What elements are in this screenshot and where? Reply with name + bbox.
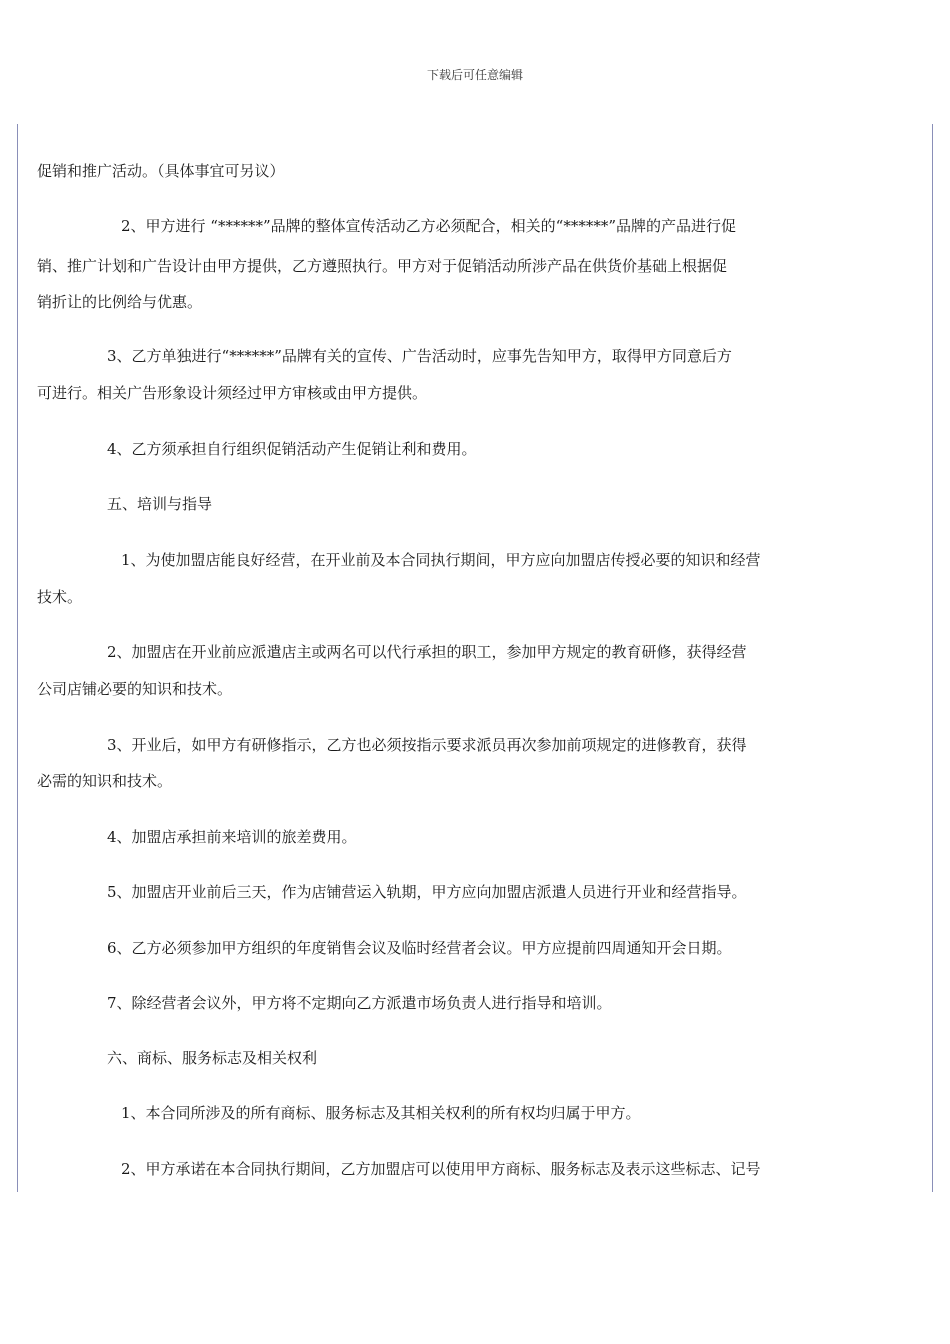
text-line: 促销和推广活动。（具体事宜可另议）: [37, 162, 285, 180]
section-heading: 六、商标、服务标志及相关权利: [107, 1049, 318, 1067]
section-heading: 五、培训与指导: [107, 495, 213, 513]
page-header: 下载后可任意编辑: [426, 68, 523, 82]
text-line: 可进行。相关广告形象设计须经过甲方审核或由甲方提供。: [37, 384, 428, 402]
text-line: 必需的知识和技术。: [37, 772, 173, 790]
text-line: 4、加盟店承担前来培训的旅差费用。: [107, 828, 357, 846]
text-line: 7、除经营者会议外，甲方将不定期向乙方派遣市场负责人进行指导和培训。: [107, 994, 612, 1012]
text-line: 2、加盟店在开业前应派遣店主或两名可以代行承担的职工，参加甲方规定的教育研修，获得经营: [107, 643, 747, 661]
right-margin-rule: [932, 124, 933, 1192]
text-line: 2、甲方承诺在本合同执行期间，乙方加盟店可以使用甲方商标、服务标志及表示这些标志、记号: [121, 1160, 761, 1178]
text-line: 销折让的比例给与优惠。: [37, 293, 203, 311]
text-line: 2、甲方进行 “******”品牌的整体宣传活动乙方必须配合，相关的“******”品牌的产品进行促: [121, 217, 736, 235]
text-line: 技术。: [37, 588, 83, 606]
text-line: 销、推广计划和广告设计由甲方提供，乙方遵照执行。甲方对于促销活动所涉产品在供货价基础上根据促: [37, 257, 728, 275]
text-line: 3、乙方单独进行“******”品牌有关的宣传、广告活动时，应事先告知甲方，取得甲方同意后方: [107, 347, 732, 365]
text-line: 4、乙方须承担自行组织促销活动产生促销让利和费用。: [107, 440, 477, 458]
text-line: 6、乙方必须参加甲方组织的年度销售会议及临时经营者会议。甲方应提前四周通知开会日期。: [107, 939, 732, 957]
text-line: 1、本合同所涉及的所有商标、服务标志及其相关权利的所有权均归属于甲方。: [121, 1104, 641, 1122]
left-margin-rule: [17, 124, 18, 1192]
text-line: 1、为使加盟店能良好经营，在开业前及本合同执行期间，甲方应向加盟店传授必要的知识和经营: [121, 551, 761, 569]
text-line: 5、加盟店开业前后三天，作为店铺营运入轨期，甲方应向加盟店派遣人员进行开业和经营指导。: [107, 883, 747, 901]
text-line: 3、开业后，如甲方有研修指示，乙方也必须按指示要求派员再次参加前项规定的进修教育，获得: [107, 736, 747, 754]
text-line: 公司店铺必要的知识和技术。: [37, 680, 233, 698]
